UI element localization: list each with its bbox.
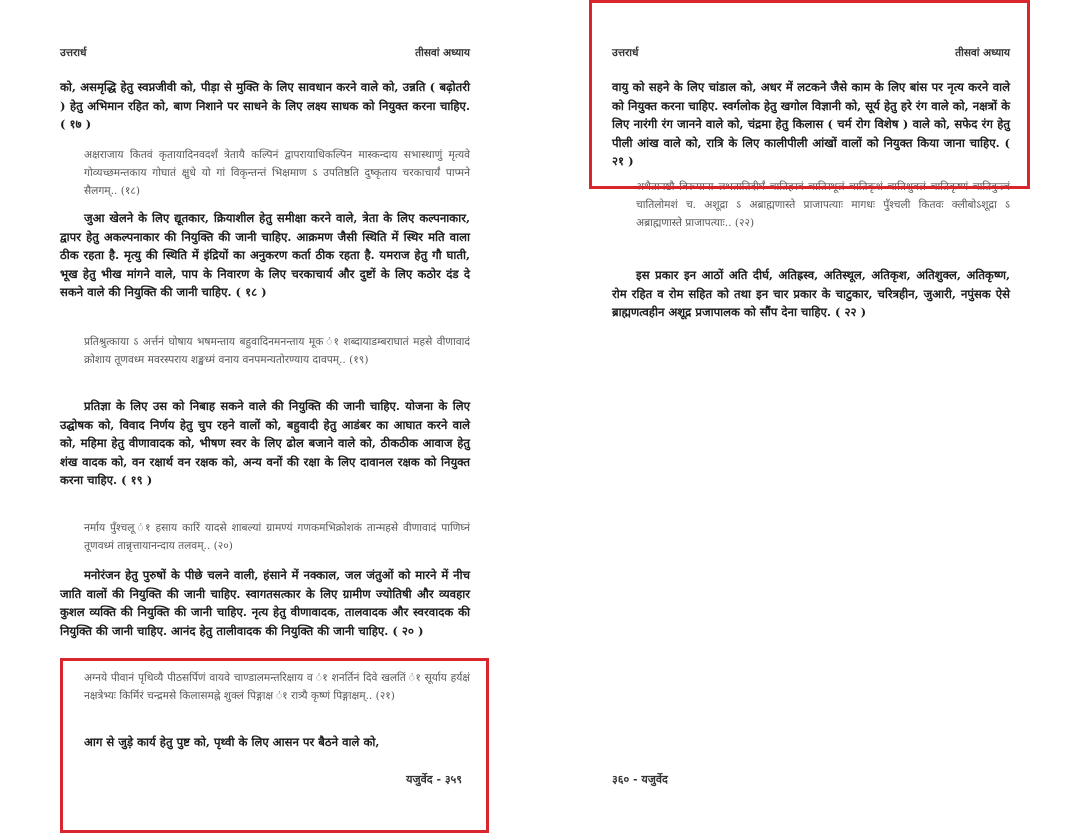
page-footer: यजुर्वेद - ३५९ xyxy=(406,773,462,786)
hindi-paragraph-19: प्रतिज्ञा के लिए उस को निबाह सकने वाले की नियुक्ति की जानी चाहिए. योजना के लिए उद्घोषक को, विवाद निर्णय हेतु चुप रहने वालों को, बहुवादी हेतु आडंबर का आघात करने वाले को, महिमा हेतु वीणावादक को, भीषण स्वर के लिए ढोल बजाने वाले को, ठीकठीक आवाज हेतु शंख वादक को, वन रक्षार्थ वन रक्षक को, अन्य वनों की रक्षा के लिए दावानल रक्षक को नियुक्त करना चाहिए. ( १९ ) xyxy=(60,399,470,488)
page-header xyxy=(60,46,470,64)
header-section: उत्तरार्ध xyxy=(60,47,87,59)
hindi-paragraph-21-cont: वायु को सहने के लिए चांडाल को, अधर में लटकने जैसे काम के लिए बांस पर नृत्य करने वाले को नियुक्त करना चाहिए. स्वर्गलोक हेतु खगोल विज्ञानी को, सूर्य हेतु हरे रंग वाले को, नक्षत्रों के लिए नारंगी रंग जानने वाले को, चंद्रमा हेतु किलास ( चर्म रोग विशेष ) वाले को, सफेद रंग हेतु पीली आंख वाले को, रात्रि के लिए कालीपीली आंखों वालों को नियुक्त किया जाना चाहिए. ( २१ ) xyxy=(612,80,1010,169)
hindi-paragraph-18: जुआ खेलने के लिए द्यूतकार, क्रियाशील हेतु समीक्षा करने वाले, त्रेता के लिए कल्पनाकार, द्वापर हेतु अकल्पनाकार की नियुक्ति की जानी चाहिए. आक्रमण जैसी स्थिति में स्थिर मति वाला ठीक रहता है. मृत्यु की स्थिति में इंद्रियों का अनुकरण कर्ता ठीक रहता है. यमराज हेतु गौ घाती, भूख हेतु भीख मांगने वाले, पाप के निवारण के लिए चरकाचार्य और दुष्टों के लिए कठोर दंड दे सकने वाले की नियुक्ति की जानी चाहिए. ( १८ ) xyxy=(60,211,470,300)
sanskrit-verse-22: अथैतानष्टौ विरूपाना लभतातिदीर्घं चातिह्रस्वं चातिस्थूलं चातिकृशं चातिशुक्लं चातिकृष्णं चातिकुल्वं चातिलोमशं च. अशूद्रा ऽ अब्राह्मणास्ते प्राजापत्याः मागधः पुँश्चली कितवः क्लीबोऽशूद्रा ऽ अब्राह्मणास्ते प्राजापत्याः.. (२२) xyxy=(636,181,1010,230)
right-page xyxy=(612,0,1010,833)
page-footer: ३६० - यजुर्वेद xyxy=(612,773,668,786)
hindi-paragraph-21-start: आग से जुड़े कार्य हेतु पुष्ट को, पृथ्वी के लिए आसन पर बैठने वाले को, xyxy=(84,735,380,749)
left-page xyxy=(60,0,470,833)
header-chapter: तीसवां अध्याय xyxy=(955,47,1010,59)
page-header xyxy=(612,46,1010,64)
header-section: उत्तरार्ध xyxy=(612,47,639,59)
sanskrit-verse-20: नर्माय पुँश्चलू ं१ हसाय कारिं यादसे शाबल्यां ग्रामण्यं गणकमभिक्रोशकं तान्महसे वीणावादं पाणिघ्नं तूणवध्मं तान्नृत्तायानन्दाय तलवम्.. (२०) xyxy=(84,522,470,553)
hindi-paragraph-20: मनोरंजन हेतु पुरुषों के पीछे चलने वाली, हंसाने में नक्काल, जल जंतुओं को मारने में नीच जाति वालों की नियुक्ति की जानी चाहिए. स्वागतसत्कार के लिए ग्रामीण ज्योतिषी और व्यवहार कुशल व्यक्ति की नियुक्ति की जानी चाहिए. नृत्य हेतु वीणावादक, तालवादक और स्वरवादक की नियुक्ति की जानी चाहिए. आनंद हेतु तालीवादक की नियुक्ति की जानी चाहिए. ( २० ) xyxy=(60,568,470,638)
hindi-paragraph-17: को, असमृद्धि हेतु स्वप्नजीवी को, पीड़ा से मुक्ति के लिए सावधान करने वाले को, उन्नति ( बढ़ोतरी ) हेतु अभिमान रहित को, बाण निशाने पर साधने के लिए लक्ष्य साधक को नियुक्त करना चाहिए. ( १७ ) xyxy=(60,80,470,132)
sanskrit-verse-18: अक्षराजाय कितवं कृतायादिनवदर्शं त्रेतायै कल्पिनं द्वापरायाधिकल्पिन मास्कन्दाय सभास्थाणुं मृत्यवे गोव्यच्छमन्तकाय गोघातं क्षुधे यो गां विकृन्तन्तं भिक्षमाण ऽ उपतिष्ठति दुष्कृताय चरकाचार्यं पाप्मने सैलगम्.. (१८) xyxy=(84,149,470,198)
hindi-paragraph-22: इस प्रकार इन आठों अति दीर्घ, अतिह्रस्व, अतिस्थूल, अतिकृश, अतिशुक्ल, अतिकृष्ण, रोम रहित व रोम सहित को तथा इन चार प्रकार के चाटुकार, चरित्रहीन, जुआरी, नपुंसक ऐसे ब्राह्मणत्वहीन अशूद्र प्रजापालक को सौंप देना चाहिए. ( २२ ) xyxy=(612,268,1010,320)
sanskrit-verse-19: प्रतिश्रुत्काया ऽ अर्त्तनं घोषाय भषमन्ताय बहुवादिनमनन्ताय मूक ं१ शब्दायाडम्बराघातं महसे वीणावादं क्रोशाय तूणवध्म मवरस्पराय शङ्खध्मं वनाय वनपमन्यतोरण्याय दावपम्.. (१९) xyxy=(84,336,470,367)
header-chapter: तीसवां अध्याय xyxy=(415,47,470,59)
sanskrit-verse-21: अग्नये पीवानं पृथिव्यै पीठसर्पिणं वायवे चाण्डालमन्तरिक्षाय व ं१ शनर्तिनं दिवे खलतिं ं१ सूर्याय हर्यक्षं नक्षत्रेभ्यः किर्मिरं चन्द्रमसे किलासमह्ने शुक्लं पिङ्गाक्ष ं१ रात्र्यै कृष्णं पिङ्गाक्षम्.. (२१) xyxy=(84,672,470,703)
